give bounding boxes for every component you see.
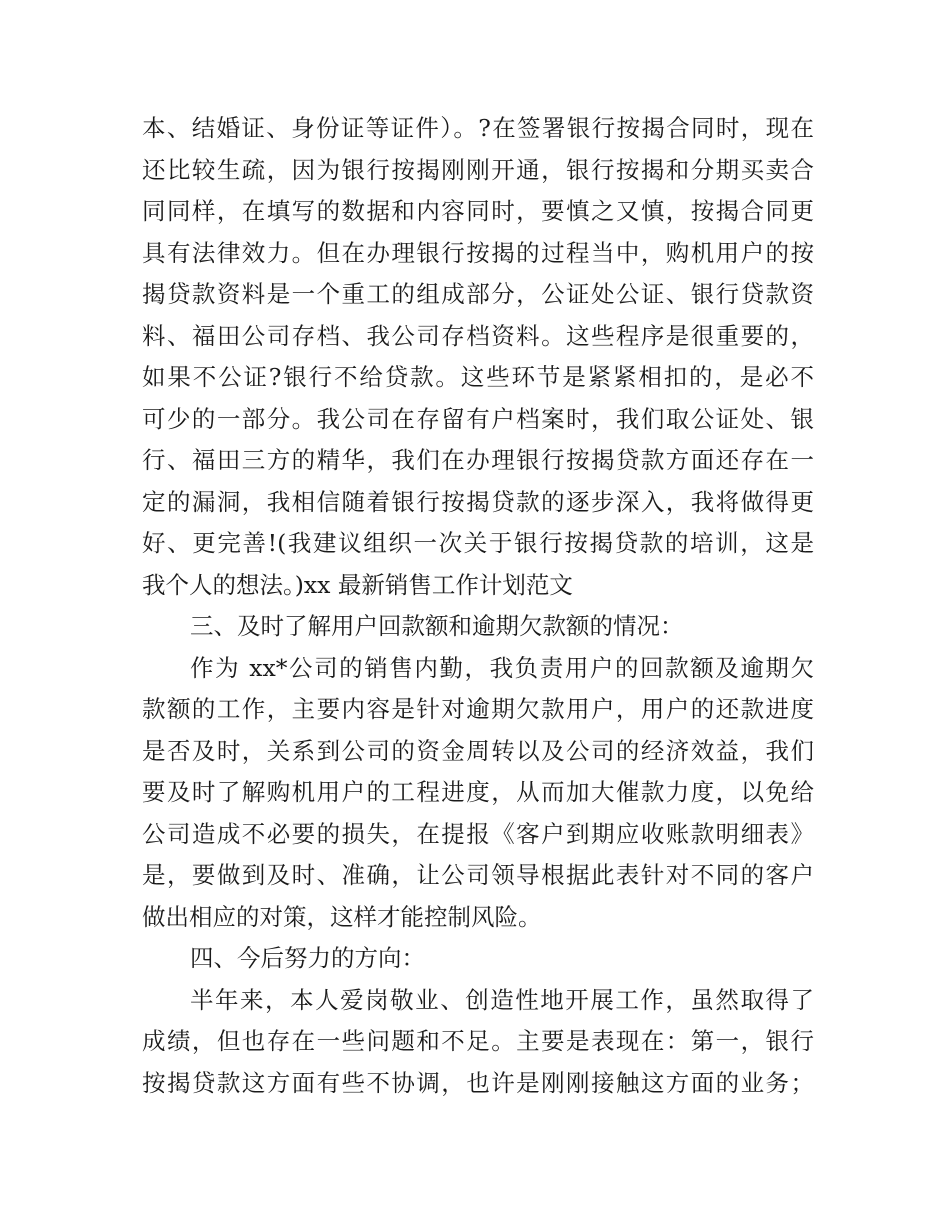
section-heading: 四、今后努力的方向：: [190, 944, 425, 972]
text-line: 公司造成不必要的损失，在提报《客户到期应收账款明细表》: [142, 819, 814, 848]
document-body: [142, 108, 814, 1104]
text-line: 是否及时，关系到公司的资金周转以及公司的经济效益，我们: [142, 736, 814, 765]
text-line: 好、更完善!(我建议组织一次关于银行按揭贷款的培训，这是: [142, 529, 814, 557]
section-heading: 三、及时了解用户回款额和逾期欠款额的情况：: [190, 612, 684, 640]
text-line: 料、福田公司存档、我公司存档资料。这些程序是很重要的，: [142, 321, 814, 350]
text-line: 要及时了解购机用户的工程进度，从而加大催款力度，以免给: [142, 778, 814, 806]
text-line: 定的漏洞，我相信随着银行按揭贷款的逐步深入，我将做得更: [142, 487, 814, 516]
text-line: 本、结婚证、身份证等证件）。?在签署银行按揭合同时，现在: [142, 114, 814, 142]
text-line: 是，要做到及时、准确，让公司领导根据此表针对不同的客户: [142, 861, 814, 889]
text-line: 作为 xx*公司的销售内勤，我负责用户的回款额及逾期欠: [190, 653, 814, 682]
text-line: 做出相应的对策，这样才能控制风险。: [142, 902, 542, 931]
text-line: 按揭贷款这方面有些不协调，也许是刚刚接触这方面的业务；: [142, 1068, 814, 1097]
text-line: 成绩，但也存在一些问题和不足。主要是表现在：第一，银行: [142, 1027, 814, 1055]
text-line: 同同样，在填写的数据和内容同时，要慎之又慎，按揭合同更: [142, 197, 814, 225]
text-line: 可少的一部分。我公司在存留有户档案时，我们取公证处、银: [142, 404, 814, 433]
text-line: 具有法律效力。但在办理银行按揭的过程当中，购机用户的按: [142, 238, 814, 267]
text-line: 揭贷款资料是一个重工的组成部分，公证处公证、银行贷款资: [142, 280, 814, 308]
text-line: 还比较生疏，因为银行按揭刚刚开通，银行按揭和分期买卖合: [142, 155, 814, 184]
text-line: 如果不公证?银行不给贷款。这些环节是紧紧相扣的，是必不: [142, 363, 814, 391]
text-line: 我个人的想法。)xx 最新销售工作计划范文: [142, 570, 573, 599]
text-line: 行、福田三方的精华，我们在办理银行按揭贷款方面还存在一: [142, 446, 814, 474]
text-line: 半年来，本人爱岗敬业、创造性地开展工作，虽然取得了: [190, 985, 814, 1014]
text-line: 款额的工作，主要内容是针对逾期欠款用户，用户的还款进度: [142, 695, 814, 723]
